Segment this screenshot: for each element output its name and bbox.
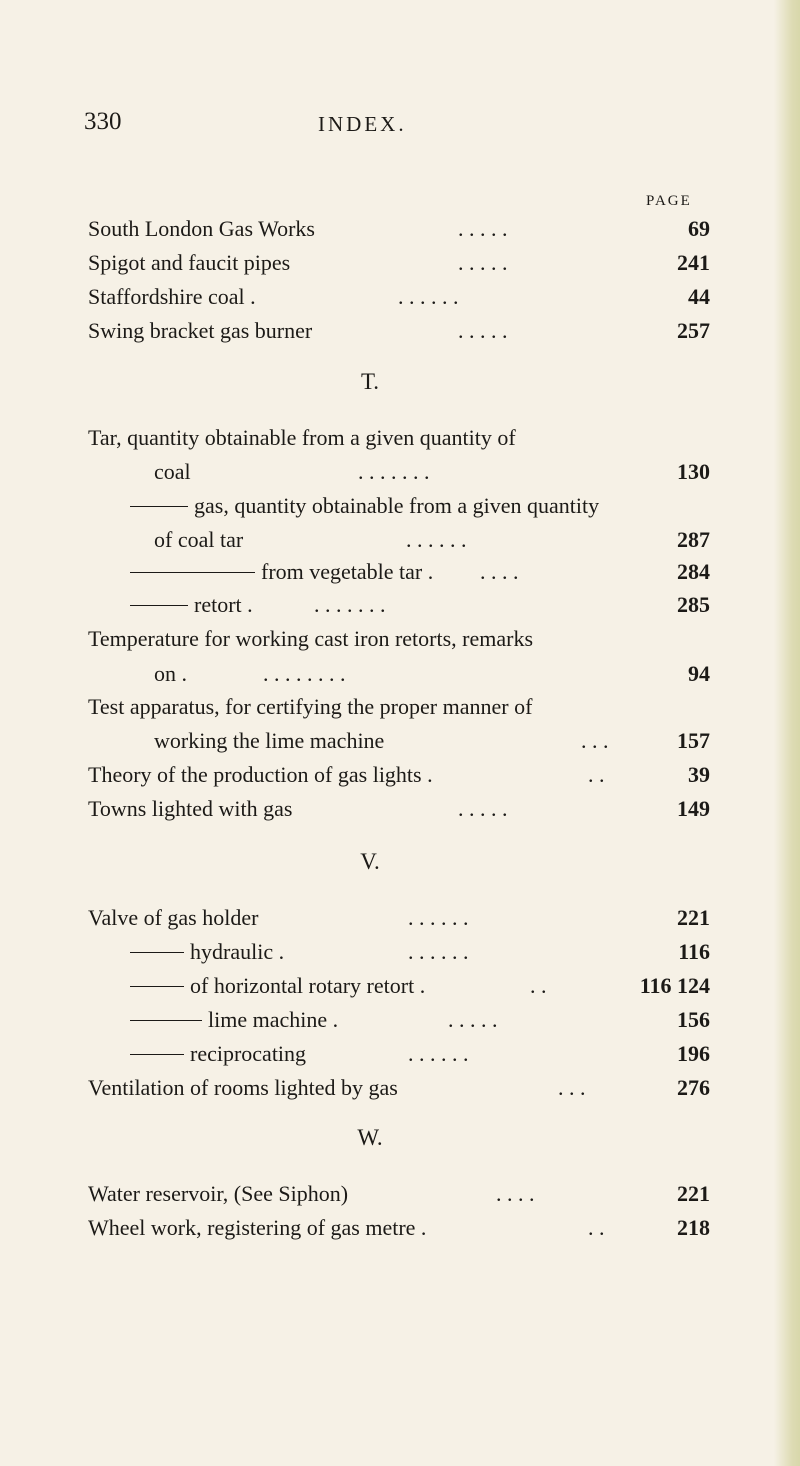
index-entry: Theory of the production of gas lights . . . 39 [88,762,710,787]
index-entry: lime machine . . . . . . 156 [88,1005,710,1035]
section-letter-t: T. [360,369,380,394]
index-entry: Ventilation of rooms lighted by gas . . . 276 [88,1075,710,1100]
index-entry: Staffordshire coal . . . . . . . 44 [88,284,710,309]
index-entry: Water reservoir, (See Siphon) . . . . 221 [88,1181,710,1206]
ditto-dash [130,605,188,606]
index-entry: Valve of gas holder . . . . . . 221 [88,905,710,930]
index-entry: South London Gas Works . . . . . 69 [88,216,710,241]
ditto-dash [130,1054,184,1055]
index-entry: Test apparatus, for certifying the proper manner of [88,694,533,719]
section-letter-v: V. [360,849,380,874]
index-entry: Spigot and faucit pipes . . . . . 241 [88,250,710,275]
index-entry: reciprocating . . . . . . 196 [88,1039,710,1069]
ditto-dash [130,506,188,507]
page-title: INDEX. [318,112,407,136]
ditto-dash [130,986,184,987]
index-entry: of coal tar . . . . . . 287 [154,527,710,552]
index-entry: gas, quantity obtainable from a given quantity [88,491,710,521]
index-entry: Wheel work, registering of gas metre . . . 218 [88,1215,710,1240]
ditto-dash [130,1020,202,1021]
index-entry: from vegetable tar . . . . . 284 [88,557,710,587]
section-letter-w: W. [357,1125,383,1150]
index-entry: Temperature for working cast iron retorts, remarks [88,626,534,651]
index-entry: retort . . . . . . . . 285 [88,590,710,620]
index-entry: Swing bracket gas burner . . . . . 257 [88,318,710,343]
page-column-label: PAGE [646,193,692,209]
ditto-dash [130,952,184,953]
index-entry: of horizontal rotary retort . . . 116 124 [88,971,710,1001]
index-entry: Towns lighted with gas . . . . . 149 [88,796,710,821]
page-number: 330 [84,108,122,135]
index-entry: Tar, quantity obtainable from a given quantity of [88,425,516,450]
ditto-dash [130,572,255,573]
index-entry: coal . . . . . . . 130 [154,459,710,484]
index-entry: on . . . . . . . . . 94 [154,661,710,686]
index-entry: working the lime machine . . . 157 [154,728,710,753]
page-edge-stain [774,0,800,1466]
index-entry: hydraulic . . . . . . . 116 [88,937,710,967]
